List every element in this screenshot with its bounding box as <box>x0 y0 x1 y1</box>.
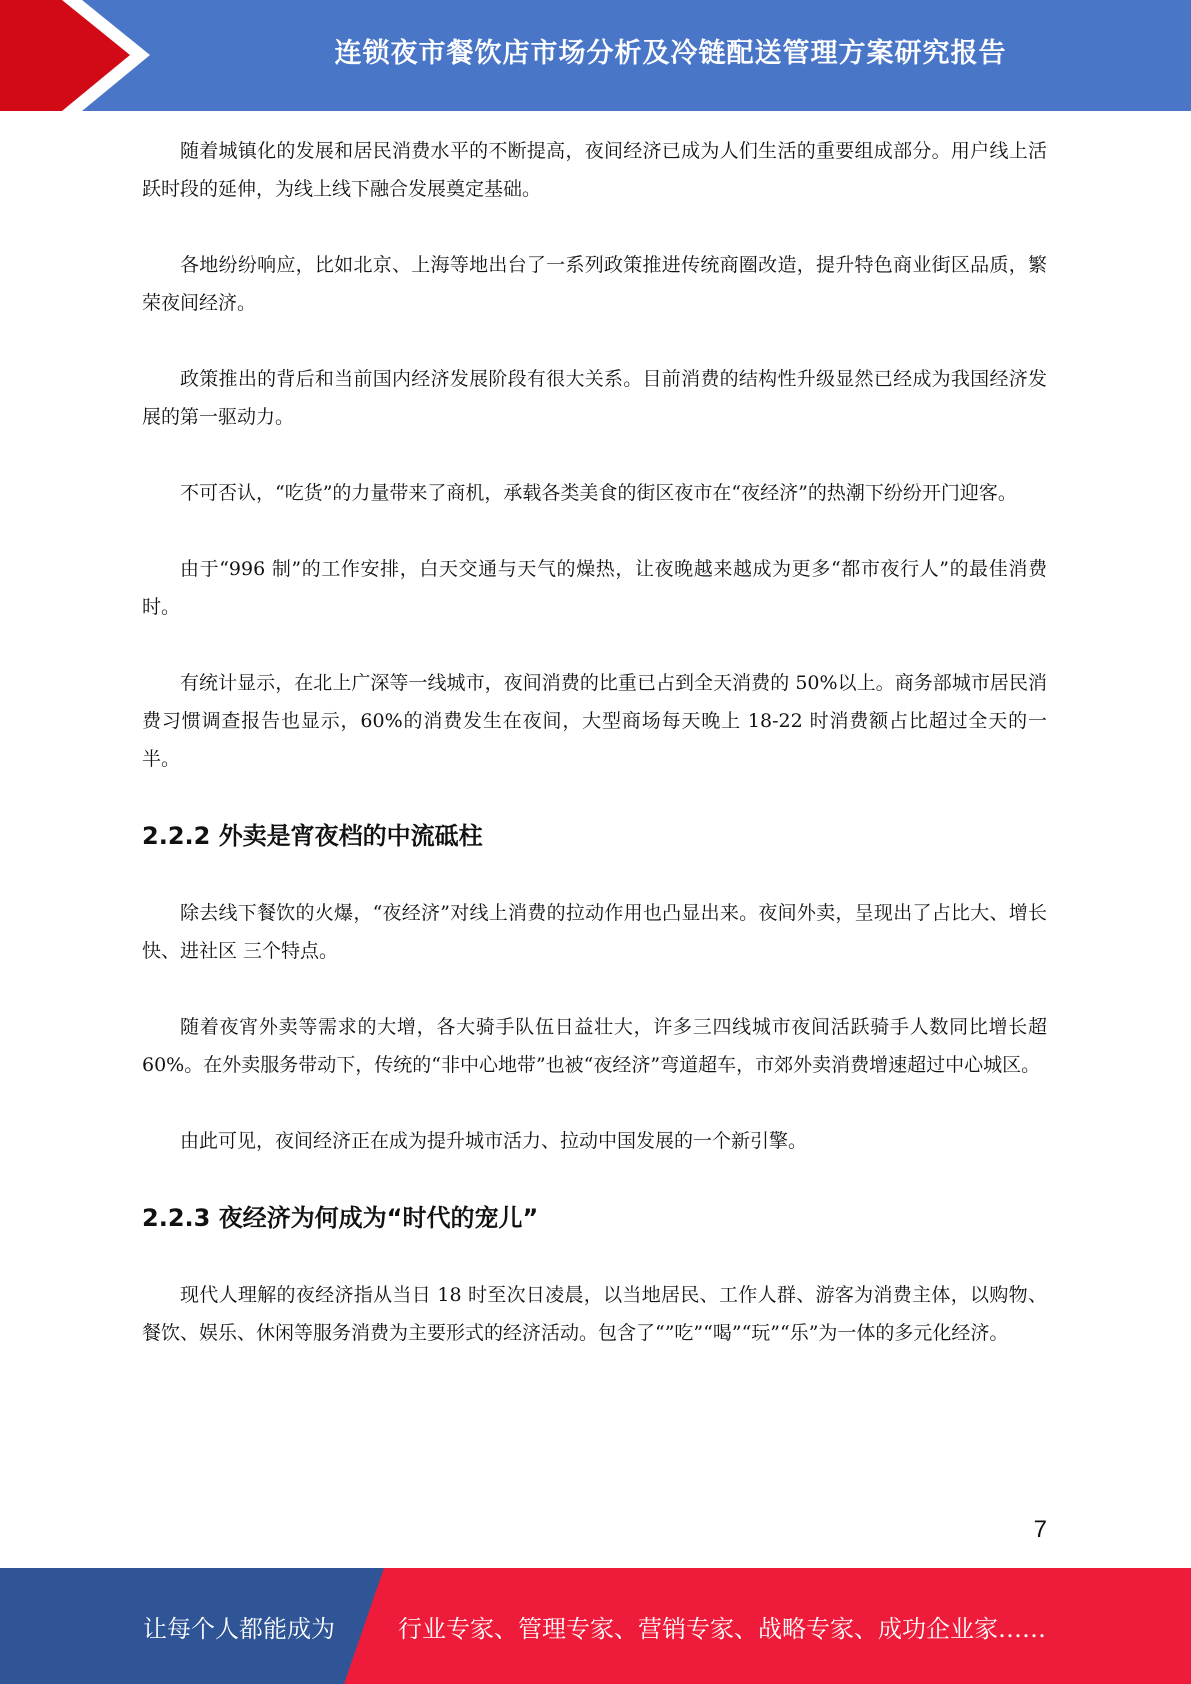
paragraph-2: 各地纷纷响应，比如北京、上海等地出台了一系列政策推进传统商圈改造，提升特色商业街区品质，繁荣夜间经济。 <box>142 254 1047 314</box>
footer-slogan-right: 行业专家、管理专家、营销专家、战略专家、成功企业家…… <box>398 1614 1046 1643</box>
section-heading-2-2-3: 2.2.3 夜经济为何成为“时代的宠儿” <box>142 1204 539 1232</box>
section-heading-2-2-2: 2.2.2 外卖是宵夜档的中流砥柱 <box>142 822 483 850</box>
page-content <box>142 132 1047 1390</box>
paragraph-3: 政策推出的背后和当前国内经济发展阶段有很大关系。目前消费的结构性升级显然已经成为我国经济发展的第一驱动力。 <box>142 368 1047 428</box>
document-title: 连锁夜市餐饮店市场分析及冷链配送管理方案研究报告 <box>334 37 1007 69</box>
paragraph-4: 不可否认，“吃货”的力量带来了商机，承载各类美食的街区夜市在“夜经济”的热潮下纷纷开门迎客。 <box>180 482 1017 504</box>
paragraph-6: 有统计显示，在北上广深等一线城市，夜间消费的比重已占到全天消费的 50%以上。商务部城市居民消费习惯调查报告也显示，60%的消费发生在夜间，大型商场每天晚上 18-22 时消费额占比超过全天的一半。 <box>142 672 1047 770</box>
page-header <box>0 0 1191 111</box>
paragraph-1: 随着城镇化的发展和居民消费水平的不断提高，夜间经济已成为人们生活的重要组成部分。用户线上活跃时段的延伸，为线上线下融合发展奠定基础。 <box>142 140 1047 200</box>
page-footer <box>0 1568 1191 1684</box>
paragraph-8: 随着夜宵外卖等需求的大增，各大骑手队伍日益壮大，许多三四线城市夜间活跃骑手人数同比增长超 60%。在外卖服务带动下，传统的“非中心地带”也被“夜经济”弯道超车，市郊外卖消费增速超过中心城区。 <box>142 1016 1047 1076</box>
paragraph-9: 由此可见，夜间经济正在成为提升城市活力、拉动中国发展的一个新引擎。 <box>180 1130 808 1152</box>
page-number: 7 <box>1033 1516 1047 1543</box>
footer-slogan-left: 让每个人都能成为 <box>143 1614 335 1643</box>
paragraph-5: 由于“996 制”的工作安排，白天交通与天气的燥热，让夜晚越来越成为更多“都市夜行人”的最佳消费时。 <box>142 558 1047 618</box>
paragraph-7: 除去线下餐饮的火爆，“夜经济”对线上消费的拉动作用也凸显出来。夜间外卖，呈现出了占比大、增长快、进社区 三个特点。 <box>142 902 1047 962</box>
paragraph-10: 现代人理解的夜经济指从当日 18 时至次日凌晨，以当地居民、工作人群、游客为消费主体，以购物、餐饮、娱乐、休闲等服务消费为主要形式的经济活动。包含了“”吃”“喝”“玩”“乐”为一体的多元化经济。 <box>142 1284 1047 1344</box>
